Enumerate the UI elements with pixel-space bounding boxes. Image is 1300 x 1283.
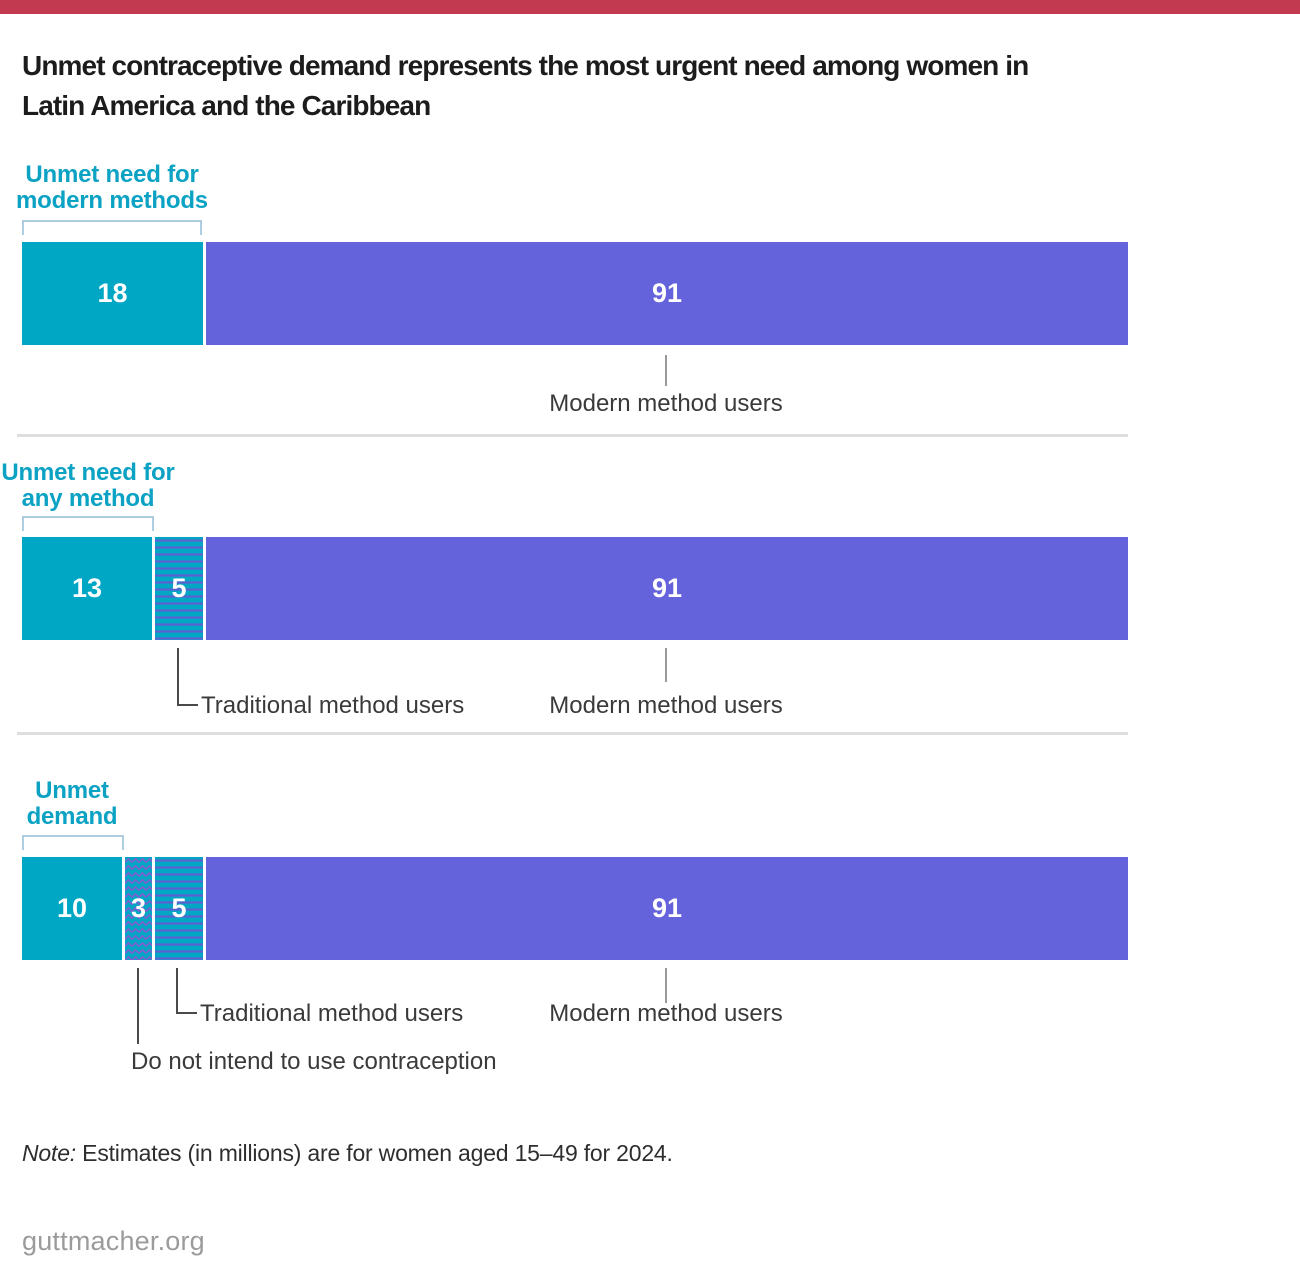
segment-value: 18 [97,278,128,308]
segment-value: 13 [71,573,103,603]
callout-line: demand [26,803,118,830]
segment-value: 10 [56,893,88,923]
segment-traditional-users [155,857,203,960]
segment-unmet-modern [22,242,203,345]
segment-value: 91 [651,893,683,923]
top-accent-bar [0,0,1300,14]
segment-value: 91 [651,573,683,603]
callout-unmet-modern [0,162,232,214]
segment-unmet-demand [22,857,122,960]
bar-group-1 [22,242,1128,345]
do-not-intend-leader-line [137,968,139,1044]
chart-title-line1: Unmet contraceptive demand represents the most urgent need among women in [22,50,1029,81]
note-label: Note: [22,1140,76,1166]
segment-value: 91 [651,278,683,308]
segment-value: 3 [130,893,147,923]
callout-line: modern methods [16,187,208,214]
note-text: Estimates (in millions) are for women aged 15–49 for 2024. [75,1140,673,1166]
traditional-leader-line [177,648,179,706]
callout-bracket [22,220,202,235]
note [22,1140,673,1167]
bar-group-3 [22,857,1128,960]
modern-users-tick [665,968,667,1003]
modern-users-tick [665,648,667,682]
traditional-users-label: Traditional method users [200,1000,464,1027]
segment-value: 5 [171,573,187,603]
traditional-leader-elbow [177,704,198,706]
segment-do-not-intend [125,857,152,960]
callout-line: any method [21,485,155,512]
callout-bracket [22,835,124,850]
chart-title [22,46,1028,126]
segment-modern-users [206,857,1128,960]
segment-value: 5 [171,893,187,923]
traditional-users-label: Traditional method users [201,692,465,719]
do-not-intend-label: Do not intend to use contraception [131,1048,497,1075]
bar-group-2 [22,537,1128,640]
footer-site-url: guttmacher.org [22,1226,205,1256]
callout-bracket [22,516,154,531]
modern-users-label: Modern method users [549,1000,783,1027]
callout-line: Unmet need for [25,161,199,188]
modern-users-label: Modern method users [549,390,783,417]
modern-users-label: Modern method users [549,692,783,719]
callout-unmet-any [0,460,188,512]
traditional-leader-elbow [176,1012,197,1014]
callout-unmet-demand [22,778,122,830]
callout-line: Unmet [35,777,109,804]
section-divider [17,732,1128,735]
segment-unmet-any [22,537,152,640]
modern-users-tick [665,355,667,386]
segment-modern-users [206,537,1128,640]
section-divider [17,434,1128,437]
segment-traditional-users [155,537,203,640]
callout-line: Unmet need for [1,459,175,486]
traditional-leader-line [176,968,178,1014]
segment-modern-users [206,242,1128,345]
chart-title-line2: Latin America and the Caribbean [22,90,431,121]
